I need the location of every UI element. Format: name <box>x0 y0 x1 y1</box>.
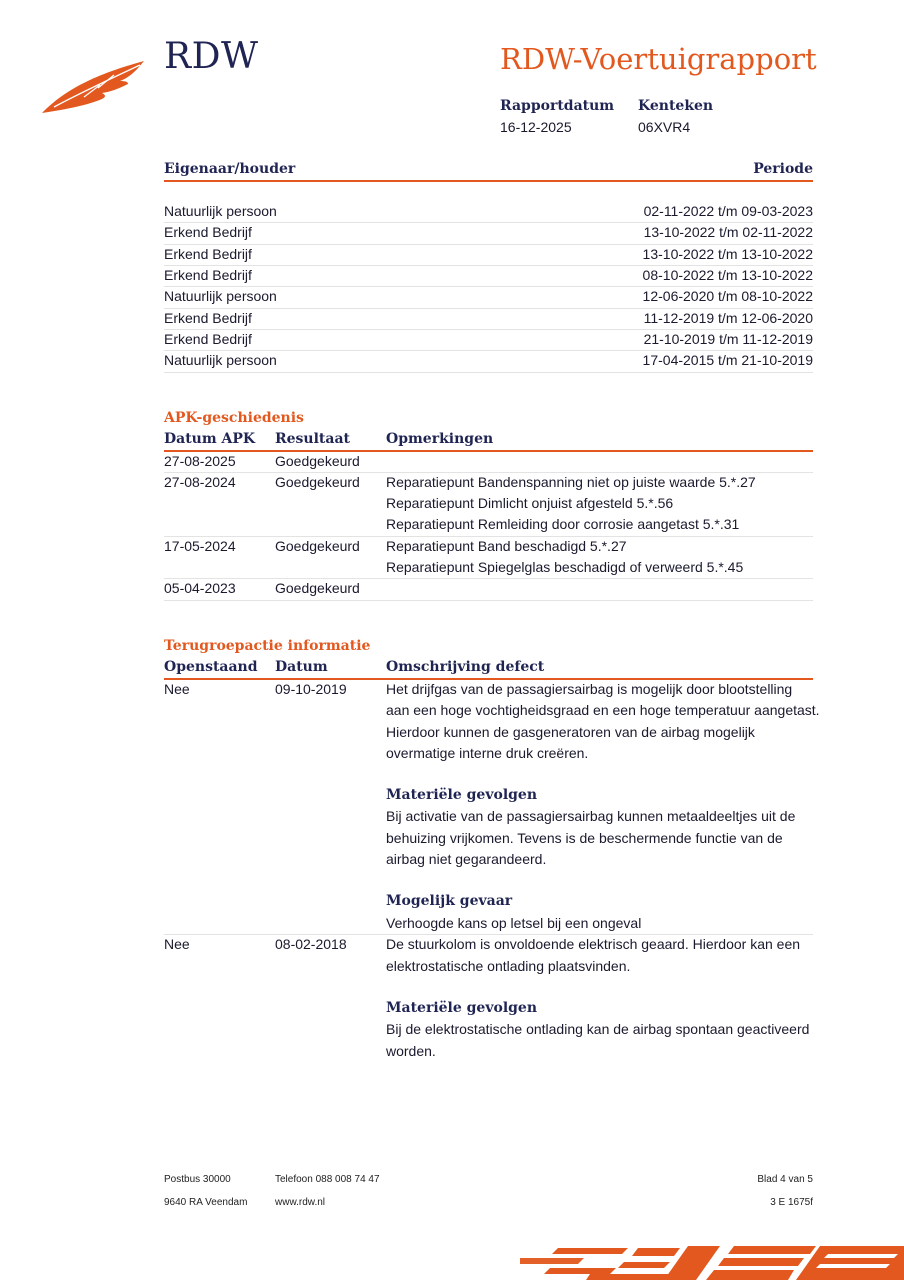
recall-open-cell: Nee <box>164 681 190 697</box>
apk-result-column-header: Resultaat <box>275 431 350 447</box>
footer-page-number: Blad 4 van 5 <box>757 1174 813 1185</box>
period-cell: 02-11-2022 t/m 09-03-2023 <box>643 203 813 219</box>
recall-date-cell: 08-02-2018 <box>275 936 347 952</box>
owners-header-rule <box>164 180 813 182</box>
owner-cell: Erkend Bedrijf <box>164 310 252 326</box>
footer-website: www.rdw.nl <box>275 1197 326 1208</box>
danger-heading: Mogelijk gevaar <box>386 893 513 909</box>
footer-phone: Telefoon 088 008 74 47 <box>275 1174 380 1185</box>
recall-description-line: elektrostatische ontlading plaatsvinden. <box>386 958 631 974</box>
apk-remarks-column-header: Opmerkingen <box>386 431 494 447</box>
footer-document-code: 3 E 1675f <box>770 1197 813 1208</box>
recall-open-cell: Nee <box>164 936 190 952</box>
footer-city: 9640 RA Veendam <box>164 1197 248 1208</box>
recall-description-line: Het drijfgas van de passagiersairbag is mogelijk door blootstelling <box>386 681 793 697</box>
apk-section-title: APK-geschiedenis <box>164 410 304 426</box>
recall-description-line: Hierdoor kunnen de gasgeneratoren van de airbag mogelijk <box>386 724 755 740</box>
logo-text: RDW <box>164 36 259 77</box>
recall-date-column-header: Datum <box>275 659 328 675</box>
row-divider <box>164 934 813 935</box>
period-cell: 17-04-2015 t/m 21-10-2019 <box>642 352 813 368</box>
row-divider <box>164 578 813 579</box>
row-divider <box>164 244 813 245</box>
row-divider <box>164 472 813 473</box>
period-cell: 08-10-2022 t/m 13-10-2022 <box>642 267 813 283</box>
apk-date-column-header: Datum APK <box>164 431 256 447</box>
kenteken-label: Kenteken <box>638 98 714 114</box>
apk-date-cell: 05-04-2023 <box>164 580 236 596</box>
row-divider <box>164 286 813 287</box>
footer-postbus: Postbus 30000 <box>164 1174 231 1185</box>
consequences-line: Bij de elektrostatische ontlading kan de airbag spontaan geactiveerd <box>386 1021 810 1037</box>
row-divider <box>164 350 813 351</box>
owner-cell: Erkend Bedrijf <box>164 267 252 283</box>
recall-description-line: overmatige interne druk creëren. <box>386 745 589 761</box>
consequences-line: worden. <box>386 1043 436 1059</box>
consequences-line: airbag niet gegarandeerd. <box>386 851 547 867</box>
danger-line: Verhoogde kans op letsel bij een ongeval <box>386 915 642 931</box>
period-cell: 12-06-2020 t/m 08-10-2022 <box>642 288 813 304</box>
recall-description-line: De stuurkolom is onvoldoende elektrisch geaard. Hierdoor kan een <box>386 936 801 952</box>
owner-cell: Erkend Bedrijf <box>164 224 252 240</box>
period-column-header: Periode <box>753 161 813 177</box>
consequences-line: Bij activatie van de passagiersairbag kunnen metaaldeeltjes uit de <box>386 808 796 824</box>
apk-result-cell: Goedgekeurd <box>275 580 360 596</box>
rapportdatum-value: 16-12-2025 <box>500 119 572 135</box>
kenteken-value: 06XVR4 <box>638 119 691 135</box>
apk-remark: Reparatiepunt Dimlicht onjuist afgesteld 5.*.56 <box>386 495 674 511</box>
row-divider <box>164 600 813 601</box>
row-divider <box>164 308 813 309</box>
owner-cell: Erkend Bedrijf <box>164 246 252 262</box>
recall-date-cell: 09-10-2019 <box>275 681 347 697</box>
recall-description-line: aan een hoge vochtigheidsgraad en een hoge temperatuur aangetast. <box>386 702 820 718</box>
apk-remark: Reparatiepunt Bandenspanning niet op juiste waarde 5.*.27 <box>386 474 756 490</box>
row-divider <box>164 265 813 266</box>
owner-cell: Natuurlijk persoon <box>164 203 277 219</box>
apk-remark: Reparatiepunt Spiegelglas beschadigd of verweerd 5.*.45 <box>386 559 744 575</box>
owner-cell: Erkend Bedrijf <box>164 331 252 347</box>
recall-description-column-header: Omschrijving defect <box>386 659 545 675</box>
row-divider <box>164 372 813 373</box>
recall-header-rule <box>164 678 813 680</box>
row-divider <box>164 222 813 223</box>
apk-result-cell: Goedgekeurd <box>275 474 360 490</box>
apk-remark: Reparatiepunt Remleiding door corrosie aangetast 5.*.31 <box>386 516 740 532</box>
rdw-logo-icon <box>40 55 150 117</box>
consequences-heading: Materiële gevolgen <box>386 1000 538 1016</box>
apk-result-cell: Goedgekeurd <box>275 538 360 554</box>
apk-date-cell: 17-05-2024 <box>164 538 236 554</box>
period-cell: 21-10-2019 t/m 11-12-2019 <box>643 331 813 347</box>
apk-remark: Reparatiepunt Band beschadigd 5.*.27 <box>386 538 627 554</box>
apk-header-rule <box>164 450 813 452</box>
row-divider <box>164 329 813 330</box>
period-cell: 11-12-2019 t/m 12-06-2020 <box>643 310 813 326</box>
period-cell: 13-10-2022 t/m 13-10-2022 <box>642 246 813 262</box>
footer-stripes-decoration <box>520 1244 904 1280</box>
owner-column-header: Eigenaar/houder <box>164 161 296 177</box>
consequences-heading: Materiële gevolgen <box>386 787 538 803</box>
apk-date-cell: 27-08-2024 <box>164 474 236 490</box>
rapportdatum-label: Rapportdatum <box>500 98 615 114</box>
owner-cell: Natuurlijk persoon <box>164 352 277 368</box>
report-title: RDW-Voertuigrapport <box>500 42 817 76</box>
apk-result-cell: Goedgekeurd <box>275 453 360 469</box>
period-cell: 13-10-2022 t/m 02-11-2022 <box>643 224 813 240</box>
recall-section-title: Terugroepactie informatie <box>164 638 371 654</box>
recall-open-column-header: Openstaand <box>164 659 258 675</box>
row-divider <box>164 536 813 537</box>
owner-cell: Natuurlijk persoon <box>164 288 277 304</box>
consequences-line: behuizing vrijkomen. Tevens is de beschermende functie van de <box>386 830 783 846</box>
apk-date-cell: 27-08-2025 <box>164 453 236 469</box>
